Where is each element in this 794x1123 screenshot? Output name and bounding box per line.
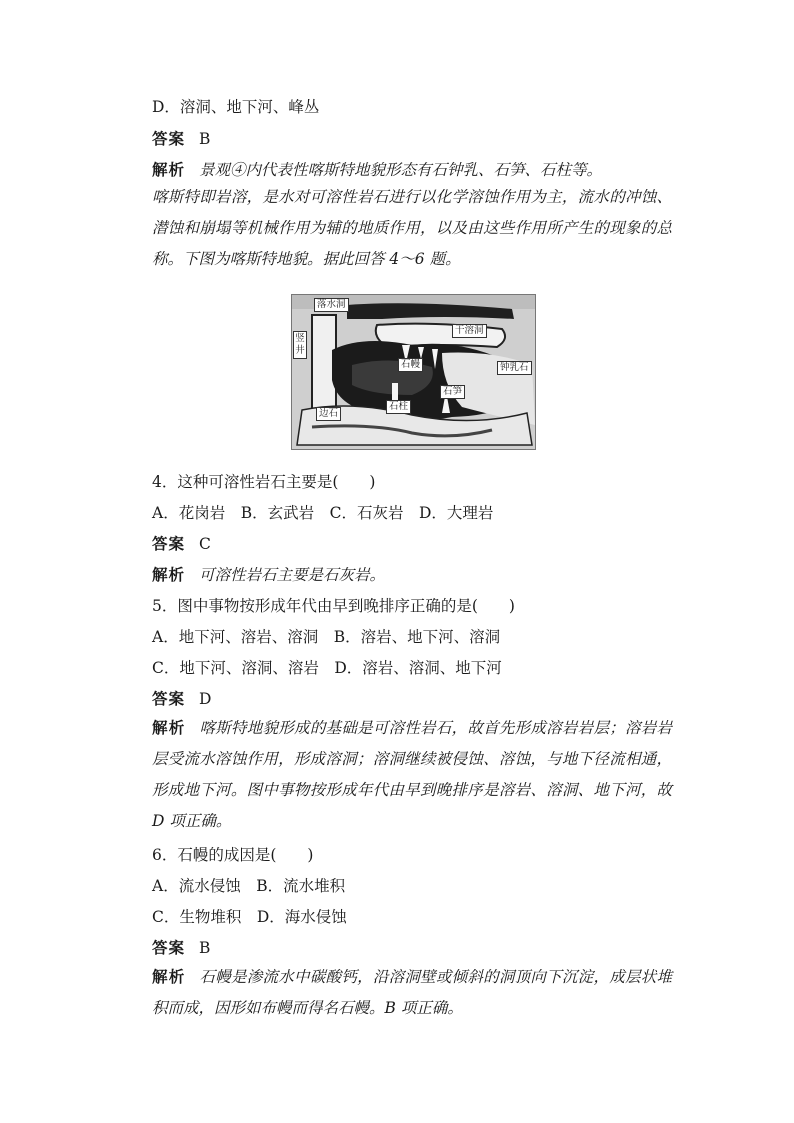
answer-label: 答案: [152, 130, 186, 148]
answer-value: B: [199, 939, 211, 957]
answer-label: 答案: [152, 690, 186, 708]
answer-value: C: [199, 535, 211, 553]
q4-analysis: [152, 565, 672, 585]
analysis-label: 解析: [152, 719, 186, 737]
analysis-text: 石幔是渗流水中碳酸钙，沿溶洞壁或倾斜的洞顶向下沉淀，成层状堆积而成，因形如布幔而得名石幔。B 项正确。: [152, 968, 672, 1017]
label-shiman: 石幔: [398, 358, 423, 372]
answer-label: 答案: [152, 535, 186, 553]
q4-options: A．花岗岩 B．玄武岩 C．石灰岩 D．大理岩: [152, 504, 494, 522]
analysis-label: 解析: [152, 566, 186, 584]
analysis-label: 解析: [152, 161, 186, 179]
answer-label: 答案: [152, 939, 186, 957]
label-bianshi: 边石: [316, 407, 341, 421]
q5-options-ab: A．地下河、溶岩、溶洞 B．溶岩、地下河、溶洞: [152, 628, 501, 646]
q6-stem: 6．石幔的成因是( ): [152, 846, 314, 864]
label-luoshuidong: 落水洞: [314, 298, 349, 312]
analysis-text: 景观④内代表性喀斯特地貌形态有石钟乳、石笋、石柱等。: [199, 161, 603, 179]
intro-paragraph: 喀斯特即岩溶，是水对可溶性岩石进行以化学溶蚀作用为主，流水的冲蚀、潜蚀和崩塌等机械作用为辅的地质作用，以及由这些作用所产生的现象的总称。下图为喀斯特地貌。据此回答 4～6 题。: [152, 188, 672, 268]
answer-value: B: [199, 130, 211, 148]
q6-analysis: [152, 962, 672, 1024]
analysis-label: 解析: [152, 968, 186, 986]
q5-stem: 5．图中事物按形成年代由早到晚排序正确的是( ): [152, 597, 515, 615]
answer-value: D: [199, 690, 212, 708]
q3-answer: [152, 129, 672, 149]
q4-stem: 4．这种可溶性岩石主要是( ): [152, 473, 376, 491]
q6-options-cd: C．生物堆积 D．海水侵蚀: [152, 908, 347, 926]
label-shisun: 石笋: [440, 385, 465, 399]
q5-analysis: [152, 713, 672, 837]
label-ganrongdong: 干溶洞: [452, 324, 487, 338]
analysis-text: 喀斯特地貌形成的基础是可溶性岩石，故首先形成溶岩岩层；溶岩岩层受流水溶蚀作用，形成溶洞；溶洞继续被侵蚀、溶蚀，与地下径流相通，形成地下河。图中事物按形成年代由早到晚排序是溶岩、溶洞、地下河，故 D 项正确。: [152, 719, 672, 830]
q6-options-ab: A．流水侵蚀 B．流水堆积: [152, 877, 346, 895]
q3-option-d: D．溶洞、地下河、峰丛: [152, 98, 320, 116]
label-zhongrushi: 钟乳石: [497, 361, 532, 375]
karst-figure: [291, 294, 536, 450]
q3-analysis: [152, 160, 672, 180]
label-shizhu: 石柱: [386, 400, 411, 414]
q5-options-cd: C．地下河、溶洞、溶岩 D．溶岩、溶洞、地下河: [152, 659, 502, 677]
analysis-text: 可溶性岩石主要是石灰岩。: [199, 566, 386, 584]
q4-answer: [152, 534, 672, 554]
label-shujing: 竖井: [293, 331, 307, 359]
q6-answer: [152, 938, 672, 958]
q5-answer: [152, 689, 672, 709]
